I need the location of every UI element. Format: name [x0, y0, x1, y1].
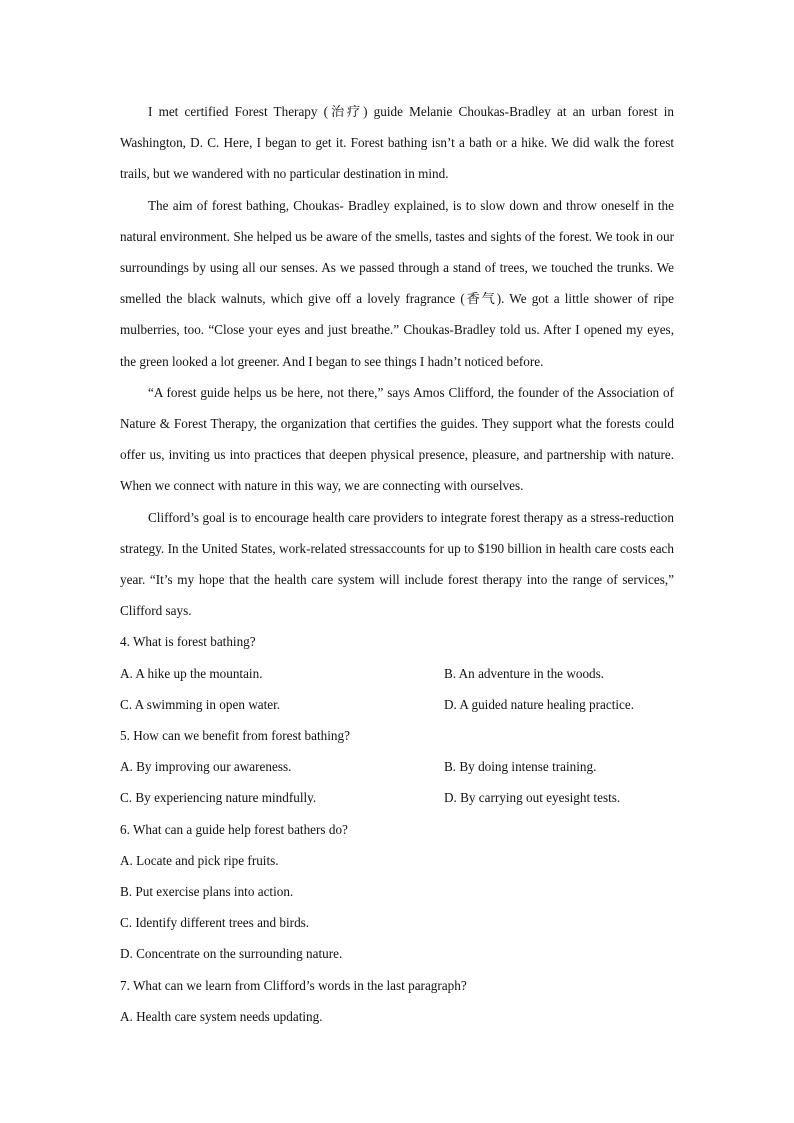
- question-4-option-b: B. An adventure in the woods.: [444, 665, 605, 681]
- document-page: [120, 96, 674, 1032]
- question-5-options-row-2: [120, 782, 674, 813]
- passage-paragraph-4: Clifford’s goal is to encourage health care providers to integrate forest therapy as a stress-reduction strategy. In the United States, work-related stressaccounts for up to $190 billion in health care costs each year. “It’s my hope that the health care system will include forest therapy into the range of services,” Clifford says.: [120, 509, 674, 619]
- question-6-option-d: D. Concentrate on the surrounding nature.: [120, 946, 343, 962]
- question-5-option-d: D. By carrying out eyesight tests.: [444, 790, 621, 806]
- question-4-option-c: C. A swimming in open water.: [120, 696, 281, 712]
- question-5-option-b: B. By doing intense training.: [444, 759, 597, 775]
- question-6-option-c: C. Identify different trees and birds.: [120, 915, 310, 931]
- question-7: [120, 970, 674, 1032]
- passage-paragraph-1: I met certified Forest Therapy (治疗) guide Melanie Choukas-Bradley at an urban forest in Washington, D. C. Here, I began to get it. Forest bathing isn’t a bath or a hike. We did walk the forest trails, but we wandered with no particular destination in mind.: [120, 104, 674, 182]
- question-5-option-c: C. By experiencing nature mindfully.: [120, 790, 317, 806]
- question-6-option-a: A. Locate and pick ripe fruits.: [120, 852, 279, 868]
- question-4-option-d: D. A guided nature healing practice.: [444, 696, 635, 712]
- passage-paragraph-2: The aim of forest bathing, Choukas- Bradley explained, is to slow down and throw oneself in the natural environment. She helped us be aware of the smells, tastes and sights of the forest. We took in our surroundings by using all our senses. As we passed through a stand of trees, we touched the trunks. We smelled the black walnuts, which give off a lovely fragrance (香气). We got a little shower of ripe mulberries, too. “Close your eyes and just breathe.” Choukas-Bradley told us. After I opened my eyes, the green looked a lot greener. And I began to see things I hadn’t noticed before.: [120, 197, 674, 369]
- question-5-options-row-1: [120, 751, 674, 782]
- question-4-option-a: A. A hike up the mountain.: [120, 665, 263, 681]
- question-6-option-b: B. Put exercise plans into action.: [120, 884, 294, 900]
- passage-paragraph-3: “A forest guide helps us be here, not there,” says Amos Clifford, the founder of the Association of Nature & Forest Therapy, the organization that certifies the guides. They support what the forests could offer us, inviting us into practices that deepen physical presence, pleasure, and partnership with nature. When we connect with nature in this way, we are connecting with ourselves.: [120, 384, 674, 494]
- question-4-stem: 4. What is forest bathing?: [120, 634, 256, 650]
- question-5-option-a: A. By improving our awareness.: [120, 759, 292, 775]
- question-6-stem: 6. What can a guide help forest bathers do?: [120, 821, 348, 837]
- question-5: [120, 720, 674, 814]
- question-7-option-a: A. Health care system needs updating.: [120, 1008, 323, 1024]
- question-6: [120, 814, 674, 970]
- question-5-stem: 5. How can we benefit from forest bathing?: [120, 728, 350, 744]
- question-7-stem: 7. What can we learn from Clifford’s words in the last paragraph?: [120, 977, 467, 993]
- question-4-options-row-2: [120, 689, 674, 720]
- question-4: [120, 626, 674, 720]
- question-4-options-row-1: [120, 658, 674, 689]
